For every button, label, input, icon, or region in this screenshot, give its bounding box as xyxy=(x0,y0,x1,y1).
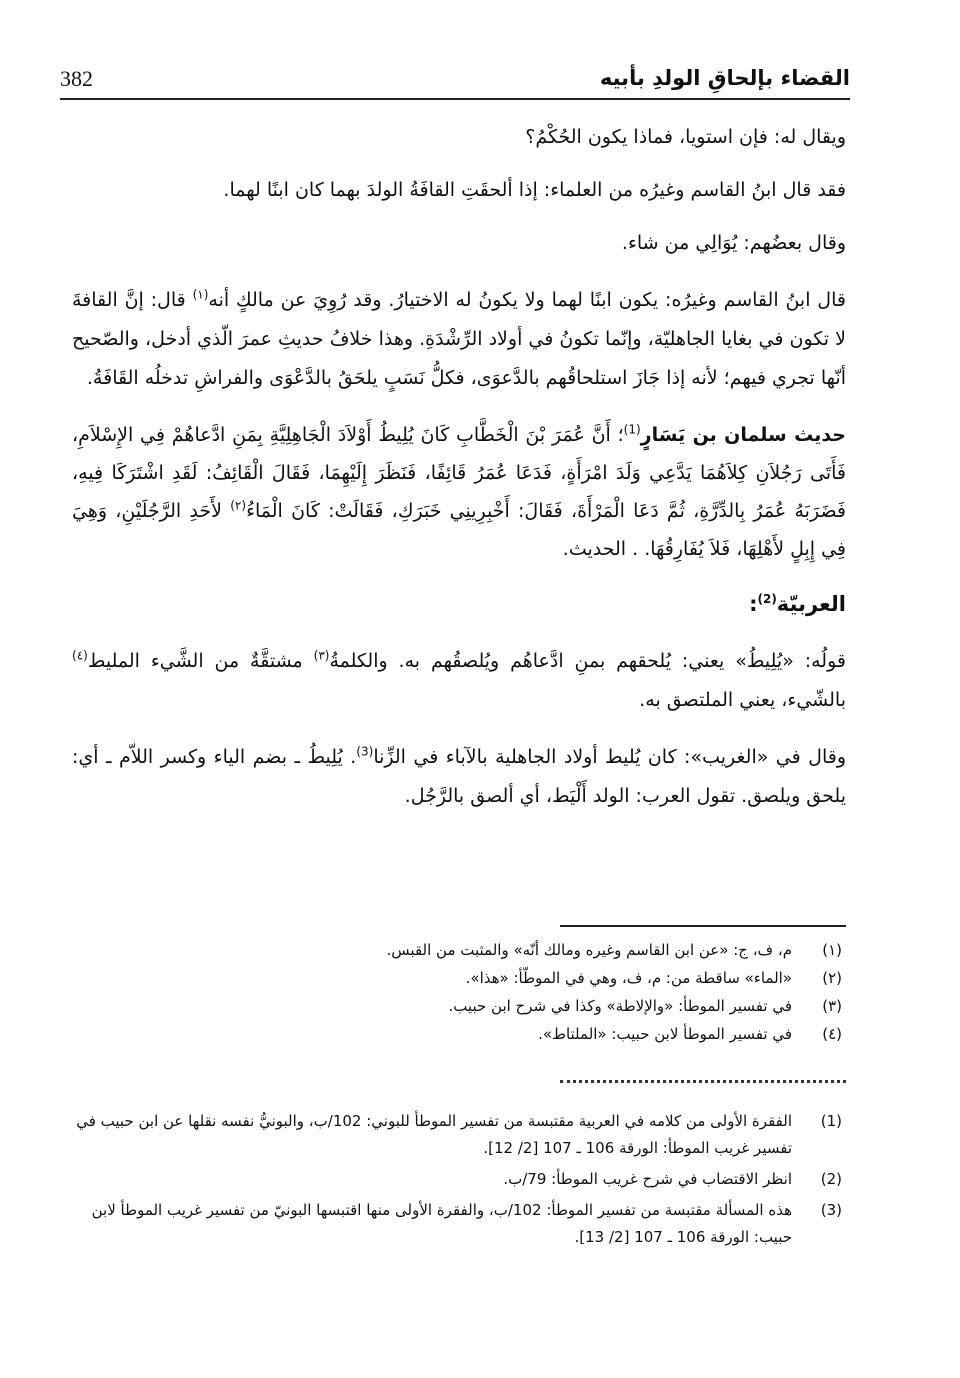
note-text: في تفسير الموطأ: «والإلاطة» وكذا في شرح ابن حبيب. xyxy=(448,997,792,1015)
note-text: «الماء» ساقطة من: م، ف، وهي في الموطّأ: «هذا». xyxy=(465,969,792,987)
note-number: (١) xyxy=(822,941,842,959)
paragraph-gharib xyxy=(72,738,846,816)
section-heading xyxy=(72,584,846,624)
dotted-separator xyxy=(560,1080,846,1083)
note-text: الفقرة الأولى من كلامه في العربية مقتبسة من تفسير الموطأ للبوني: 102/ب، والبونيُّ نفسه نقلها عن ابن حبيب في تفسير غريب الموطأ: الورقة 106 ـ 107 [2/ 12]. xyxy=(76,1112,792,1157)
page-header xyxy=(60,62,850,102)
hadith-text: ؛ أَنَّ عُمَرَ بْنَ الْخَطَّابِ كَانَ يُلِيطُ أَوْلاَدَ الْجَاهِلِيَّةِ بِمَنِ ادَّعاهُمْ فِي الإِسْلاَمِ، فَأَتَى رَجُلاَنِ كِلاَهُمَا يَدَّعِي وَلَدَ امْرَأَةٍ، فَدَعَا عُمَرُ قَائِفًا، فَنَظَرَ إِلَيْهِمَا، فَقَالَ الْقَائِفُ: لَقَدِ اشْتَرَكَا فِيهِ، فَضَرَبَهُ عُمَرُ بِالدِّرَّةِ، ثُمَّ دَعَا الْمَرْأَةَ، فَقَالَ: أَخْبِرِينِي خَبَرَكِ، فَقَالَتْ: كَانَ الْمَاءُ xyxy=(72,424,846,522)
hadith-text-end: لأَحَدِ الرَّجُلَيْنِ، وَهِيَ فِي إِبِلٍ لأَهْلِهَا، فَلاَ يُفَارِقُهَا. . الحديث. xyxy=(72,500,846,560)
editor-note xyxy=(72,1108,846,1162)
section-heading-colon: : xyxy=(749,592,758,616)
paragraph-text: قولُه: «يُلِيطُ» يعني: يُلحقهم بمنِ ادَّعاهُم ويُلصقُهم به. والكلمةُ xyxy=(329,650,846,672)
page-number: 382 xyxy=(60,66,93,91)
footnote-rule xyxy=(560,925,846,927)
paragraph-ibn-qasim xyxy=(72,171,846,210)
note-number: (1) xyxy=(820,1112,842,1130)
manuscript-note xyxy=(72,964,846,992)
note-text: هذه المسألة مقتبسة من تفسير الموطأ: 102/ب، والفقرة الأولى منها اقتبسها البونيّ من تفسير غريب الموطأ لابن حبيب: الورقة 106 ـ 107 [2/ 13]. xyxy=(91,1201,792,1246)
main-text xyxy=(72,118,846,834)
paragraph-text: فقد قال ابنُ القاسم وغيرُه من العلماء: إذا ألحقَتِ القافَةُ الولدَ بهما كان ابنًا لهما. xyxy=(223,179,846,201)
paragraph-text: وقال بعضُهم: يُوَالِي من شاء. xyxy=(621,232,846,254)
note-number: (٤) xyxy=(822,1025,842,1043)
paragraph-text: بالشّيء، يعني الملتصق به. xyxy=(639,689,846,711)
footnote-ref: (1) xyxy=(623,422,641,437)
footnote-ref: (١) xyxy=(192,287,209,302)
manuscript-note xyxy=(72,992,846,1020)
footnote-ref: (٣) xyxy=(313,648,330,663)
paragraph-malik xyxy=(72,281,846,398)
editor-note xyxy=(72,1166,846,1193)
hadith-paragraph xyxy=(72,416,846,568)
editor-notes xyxy=(72,1108,846,1255)
paragraph-question xyxy=(72,118,846,157)
paragraph-yulitu xyxy=(72,642,846,720)
manuscript-notes xyxy=(72,936,846,1048)
note-text: م، ف، ج: «عن ابن القاسم وغيره ومالك أنّه» والمثبت من القبس. xyxy=(386,941,792,959)
paragraph-text: . يُلِيطُ ـ بضم الياء وكسر اللاّم ـ أي: يلحق ويلصق. تقول العرب: الولد أَلْيَط، أي ألصق بالرَّجُل. xyxy=(72,746,846,807)
manuscript-note xyxy=(72,936,846,964)
footnote-ref: (3) xyxy=(356,744,374,759)
manuscript-note xyxy=(72,1020,846,1048)
paragraph-text: مشتقَّةٌ من الشَّيء المليط xyxy=(87,650,314,672)
section-heading-text: العربيّة xyxy=(776,592,846,616)
paragraph-text: وقال في «الغريب»: كان يُليط أولاد الجاهلية بالآباء في الزِّنا xyxy=(373,746,846,768)
note-number: (٢) xyxy=(822,969,842,987)
note-number: (٣) xyxy=(822,997,842,1015)
running-title: القضاء بإلحاقِ الولدِ بأبيه xyxy=(599,66,850,90)
paragraph-text: قال ابنُ القاسم وغيرُه: يكون ابنًا لهما ولا يكونُ له الاختيارُ. وقد رُوِيَ عن مالكٍ أنه xyxy=(208,289,846,311)
note-number: (3) xyxy=(820,1201,842,1219)
footnote-ref: (2) xyxy=(757,592,777,606)
hadith-lead: حديث سلمان بن يَسَارٍ xyxy=(640,424,846,446)
paragraph-text: قال: إنَّ القافةَ لا تكون في بغايا الجاهليّة، وإنّما تكونُ في أولاد الرِّشْدَةِ. وهذا خلافُ حديثِ عمرَ الّذي أدخل، والصّحيح أنّها تجري فيهم؛ لأنه إذا جَازَ استلحاقُهم بالدَّعوَى، فكلُّ نَسَبٍ يلحَقُ بالدَّعْوَى والفراشِ تدخلُه القَافَةُ. xyxy=(72,289,846,389)
header-rule xyxy=(60,98,850,100)
note-text: في تفسير الموطأ لابن حبيب: «الملتاط». xyxy=(538,1025,792,1043)
note-text: انظر الاقتضاب في شرح غريب الموطأ: 79/ب. xyxy=(503,1170,792,1188)
footnote-ref: (٤) xyxy=(72,648,88,663)
editor-note xyxy=(72,1197,846,1251)
paragraph-some-said xyxy=(72,224,846,263)
footnote-ref: (٢) xyxy=(230,498,247,513)
paragraph-text: ويقال له: فإن استويا، فماذا يكون الحُكْمُ؟ xyxy=(525,126,846,148)
note-number: (2) xyxy=(820,1170,842,1188)
